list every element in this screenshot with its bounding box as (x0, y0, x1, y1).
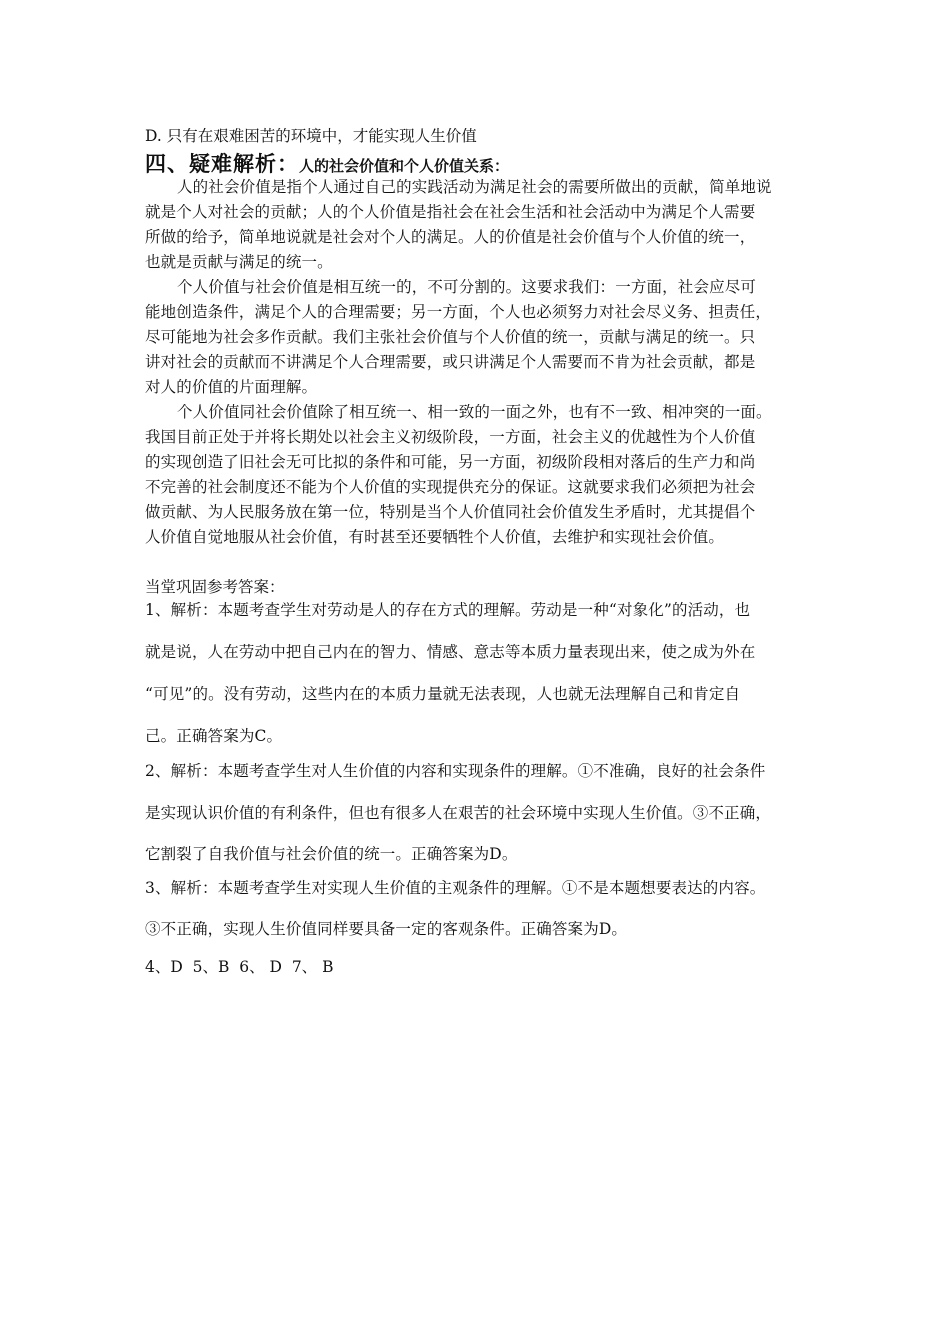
answer-3-line: 3、解析：本题考查学生对实现人生价值的主观条件的理解。①不是本题想要表达的内容。 (145, 879, 766, 897)
paragraph-3-line: 我国目前正处于并将长期处以社会主义初级阶段，一方面，社会主义的优越性为个人价值 (145, 428, 756, 446)
answers-title: 当堂巩固参考答案： (145, 578, 285, 596)
paragraph-2-line: 讲对社会的贡献而不讲满足个人合理需要，或只讲满足个人需要而不肯为社会贡献，都是 (145, 353, 756, 371)
answer-1-line: “可见”的。没有劳动，这些内在的本质力量就无法表现，人也就无法理解自己和肯定自 (145, 685, 741, 703)
paragraph-1-line: 也就是贡献与满足的统一。 (145, 253, 333, 271)
answer-2-line: 是实现认识价值的有利条件，但也有很多人在艰苦的社会环境中实现人生价值。③不正确， (145, 804, 772, 822)
answer-1-line: 就是说，人在劳动中把自己内在的智力、情感、意志等本质力量表现出来，使之成为外在 (145, 643, 756, 661)
paragraph-3-line: 人价值自觉地服从社会价值，有时甚至还要牺牲个人价值，去维护和实现社会价值。 (145, 528, 725, 546)
answer-1-line: 1、解析：本题考查学生对劳动是人的存在方式的理解。劳动是一种“对象化”的活动，也 (145, 601, 751, 619)
section-heading-main: 四、疑难解析： (145, 151, 299, 176)
paragraph-2-line: 对人的价值的片面理解。 (145, 378, 318, 396)
answer-4-line: 4、D 5、B 6、 D 7、 B (145, 958, 334, 976)
paragraph-2-line: 个人价值与社会价值是相互统一的，不可分割的。这要求我们：一方面，社会应尽可 (177, 278, 757, 296)
answer-1-line: 己。正确答案为C。 (145, 727, 283, 745)
section-heading-sub: 人的社会价值和个人价值关系： (299, 157, 510, 175)
option-d-text: D. 只有在艰难困苦的环境中，才能实现人生价值 (145, 127, 477, 145)
paragraph-2-line: 能地创造条件，满足个人的合理需要；另一方面，个人也必须努力对社会尽义务、担责任， (145, 303, 772, 321)
paragraph-1-line: 人的社会价值是指个人通过自己的实践活动为满足社会的需要所做出的贡献，简单地说 (177, 178, 772, 196)
paragraph-1-line: 所做的给予，简单地说就是社会对个人的满足。人的价值是社会价值与个人价值的统一， (145, 228, 756, 246)
answer-2-line: 2、解析：本题考查学生对人生价值的内容和实现条件的理解。①不准确，良好的社会条件 (145, 762, 766, 780)
paragraph-3-line: 个人价值同社会价值除了相互统一、相一致的一面之外，也有不一致、相冲突的一面。 (177, 403, 772, 421)
answer-3-line: ③不正确，实现人生价值同样要具备一定的客观条件。正确答案为D。 (145, 920, 628, 938)
paragraph-2-line: 尽可能地为社会多作贡献。我们主张社会价值与个人价值的统一，贡献与满足的统一。只 (145, 328, 756, 346)
paragraph-3-line: 不完善的社会制度还不能为个人价值的实现提供充分的保证。这就要求我们必须把为社会 (145, 478, 756, 496)
paragraph-3-line: 做贡献、为人民服务放在第一位，特别是当个人价值同社会价值发生矛盾时，尤其提倡个 (145, 503, 756, 521)
paragraph-3-line: 的实现创造了旧社会无可比拟的条件和可能，另一方面，初级阶段相对落后的生产力和尚 (145, 453, 756, 471)
answer-2-line: 它割裂了自我价值与社会价值的统一。正确答案为D。 (145, 845, 518, 863)
paragraph-1-line: 就是个人对社会的贡献；人的个人价值是指社会在社会生活和社会活动中为满足个人需要 (145, 203, 756, 221)
section-heading (145, 148, 509, 178)
